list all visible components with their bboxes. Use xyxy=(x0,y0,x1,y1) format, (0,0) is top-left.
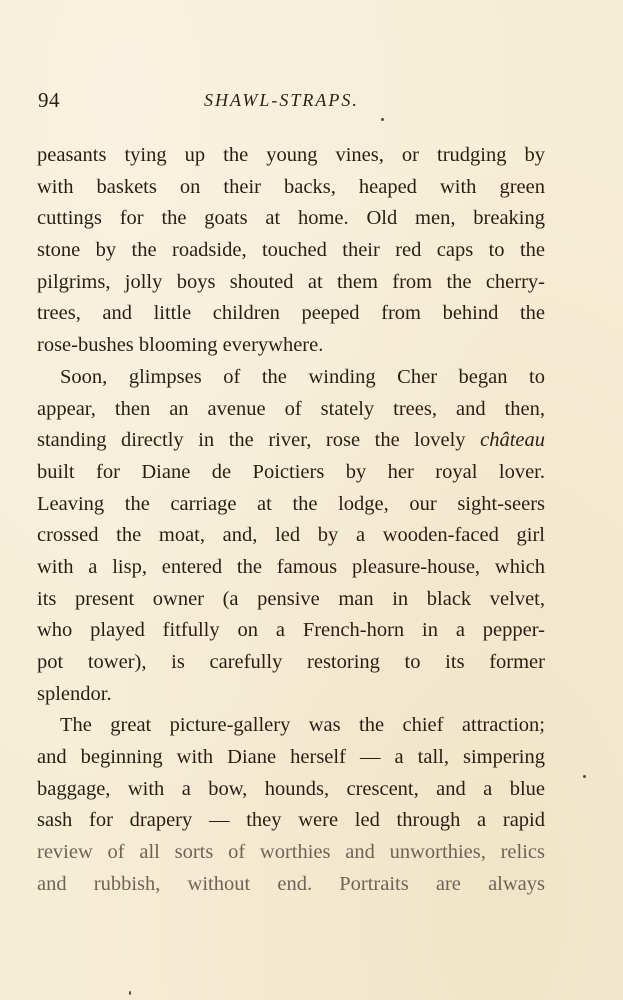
text-line xyxy=(37,425,545,457)
text-line: review of all sorts of worthies and unworthies, relics xyxy=(37,841,545,864)
text-line: with a lisp, entered the famous pleasure-house, which xyxy=(37,555,545,578)
page-number: 94 xyxy=(38,88,60,112)
text-line: crossed the moat, and, led by a wooden-faced girl xyxy=(37,524,545,547)
ink-speck xyxy=(129,991,131,995)
text-line: and rubbish, without end. Portraits are always xyxy=(37,872,545,895)
text-line: rose-bushes blooming everywhere. xyxy=(37,334,324,357)
text-line: Leaving the carriage at the lodge, our sight-seers xyxy=(37,492,545,515)
text-line-part: standing directly in the river, rose the lovely xyxy=(37,429,466,452)
running-title: SHAWL-STRAPS. xyxy=(204,90,359,110)
text-line: built for Diane de Poictiers by her royal lover. xyxy=(37,460,545,483)
text-line: with baskets on their backs, heaped with green xyxy=(37,175,545,198)
text-line: who played fitfully on a French-horn in a pepper- xyxy=(37,619,545,642)
text-line: appear, then an avenue of stately trees, and then, xyxy=(37,397,545,420)
text-line: sash for drapery — they were led through a rapid xyxy=(37,809,545,832)
text-line: peasants tying up the young vines, or trudging by xyxy=(37,144,545,166)
text-line: pilgrims, jolly boys shouted at them from the cherry- xyxy=(37,270,545,293)
body-text xyxy=(37,140,545,901)
text-line: and beginning with Diane herself — a tall, simpering xyxy=(37,746,545,769)
text-line: its present owner (a pensive man in black velvet, xyxy=(37,587,545,610)
text-line: cuttings for the goats at home. Old men, breaking xyxy=(37,207,545,230)
text-line: The great picture-gallery was the chief attraction; xyxy=(60,714,545,737)
text-line: Soon, glimpses of the winding Cher began to xyxy=(60,365,545,388)
text-line: trees, and little children peeped from behind the xyxy=(37,302,545,325)
ink-speck xyxy=(583,775,586,778)
text-line: stone by the roadside, touched their red caps to the xyxy=(37,239,545,262)
text-line: baggage, with a bow, hounds, crescent, and a blue xyxy=(37,777,545,800)
italic-word: château xyxy=(480,429,545,452)
text-line: pot tower), is carefully restoring to its former xyxy=(37,651,545,673)
page-header xyxy=(38,88,586,114)
ink-speck xyxy=(381,118,384,121)
text-line: splendor. xyxy=(37,682,112,705)
